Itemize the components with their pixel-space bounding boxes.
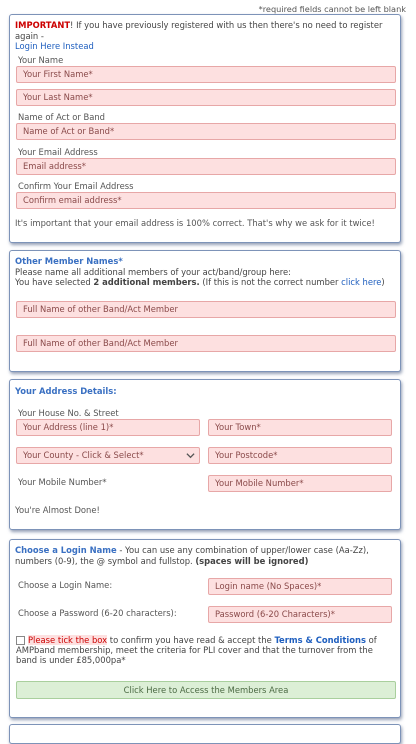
intro-text (15, 20, 395, 52)
email-input[interactable]: Email address* (16, 158, 396, 175)
password-input[interactable]: Password (6-20 Characters)* (208, 606, 392, 623)
first-name-input[interactable]: Your First Name* (16, 66, 396, 83)
password-label: Choose a Password (6-20 characters): (18, 608, 177, 618)
other-members-panel (9, 250, 401, 372)
mobile-input[interactable]: Your Mobile Number* (208, 475, 392, 492)
your-name-label: Your Name (18, 55, 64, 65)
login-intro (15, 545, 395, 566)
act-name-label: Name of Act or Band (18, 112, 105, 122)
terms-text-part2: of AMPband membership, meet the criteria for PLI cover and that the turnover from the band is under £85,000pa* (16, 635, 377, 665)
mobile-label: Your Mobile Number* (18, 477, 107, 487)
login-here-link[interactable]: Login Here Instead (15, 41, 94, 51)
email-label: Your Email Address (18, 147, 98, 157)
login-panel (9, 539, 401, 718)
address-title: Your Address Details: (15, 386, 117, 396)
login-spaces-note: (spaces will be ignored) (195, 555, 309, 566)
change-members-link[interactable]: click here (341, 277, 382, 287)
intro-message: ! If you have previously registered with us then there's no need to register again - (15, 20, 383, 41)
terms-text-part1: to confirm you have read & accept the (107, 635, 275, 645)
members-intro (15, 256, 395, 288)
members-count-prefix: You have selected (15, 277, 94, 287)
login-name-input[interactable]: Login name (No Spaces)* (208, 578, 392, 595)
important-label: IMPORTANT (15, 20, 71, 30)
members-instruction: Please name all additional members of your act/band/group here: (15, 266, 292, 277)
county-select[interactable] (16, 447, 200, 464)
county-select-value: Your County - Click & Select* (23, 450, 144, 460)
member-1-input[interactable]: Full Name of other Band/Act Member (16, 301, 396, 318)
terms-conditions-link[interactable]: Terms & Conditions (274, 635, 366, 645)
login-name-label: Choose a Login Name: (18, 580, 113, 590)
tick-box-label: Please tick the box (28, 635, 108, 645)
confirm-email-label: Confirm Your Email Address (18, 181, 134, 191)
email-accuracy-note: It's important that your email address is 100% correct. That's why we ask for it twice! (15, 218, 375, 228)
next-panel-edge (9, 724, 401, 744)
personal-details-panel (9, 14, 401, 243)
house-street-label: Your House No. & Street (18, 408, 119, 418)
almost-done-text: You're Almost Done! (15, 505, 100, 515)
members-count-suffix: (If this is not the correct number (199, 277, 342, 287)
confirm-email-input[interactable]: Confirm email address* (16, 192, 396, 209)
last-name-input[interactable]: Your Last Name* (16, 89, 396, 106)
members-count: 2 additional members. (93, 277, 200, 287)
required-fields-note: *required fields cannot be left blank (258, 4, 406, 14)
members-count-end: ) (381, 277, 385, 287)
login-title: Choose a Login Name (15, 545, 117, 555)
address-line1-input[interactable]: Your Address (line 1)* (16, 419, 200, 436)
postcode-input[interactable]: Your Postcode* (208, 447, 392, 464)
login-description: - You can use any combination of upper/lower case (Aa-Zz), numbers (0-9), the @ symbol and fullstop. (15, 545, 369, 566)
act-name-input[interactable]: Name of Act or Band* (16, 123, 396, 140)
access-members-area-button[interactable]: Click Here to Access the Members Area (16, 681, 396, 699)
chevron-down-icon (186, 451, 195, 460)
member-2-input[interactable]: Full Name of other Band/Act Member (16, 335, 396, 352)
address-panel (9, 379, 401, 530)
town-input[interactable]: Your Town* (208, 419, 392, 436)
members-title: Other Member Names* (15, 256, 123, 266)
terms-text (16, 635, 396, 665)
